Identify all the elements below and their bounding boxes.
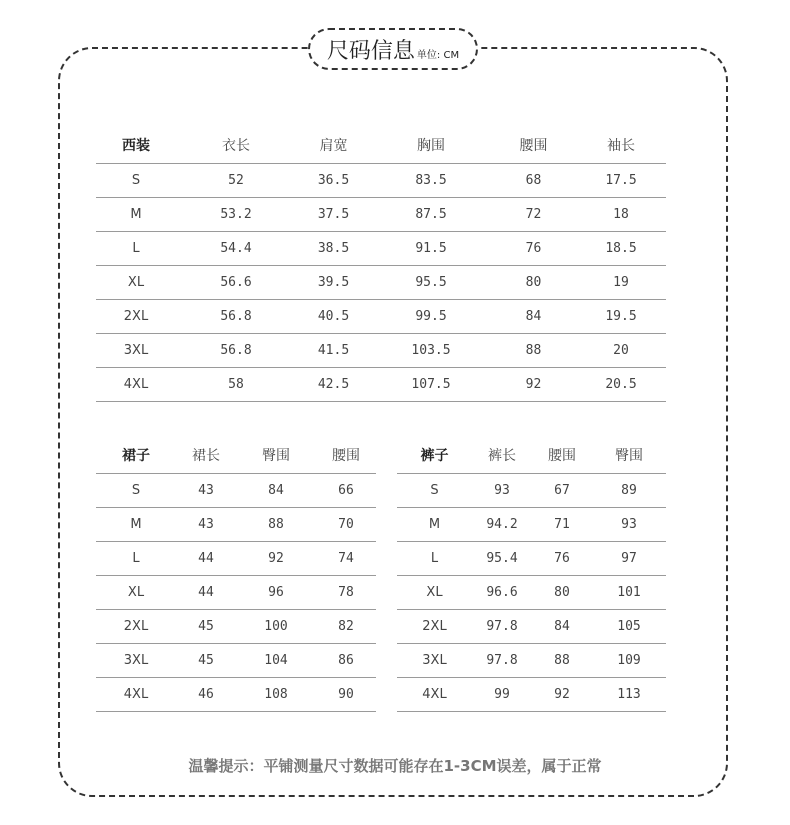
measurement-cell: 109 bbox=[592, 644, 666, 678]
column-header: 裤长 bbox=[472, 440, 532, 474]
table-row bbox=[397, 542, 666, 576]
measurement-cell: 70 bbox=[316, 508, 376, 542]
measurement-cell: 38.5 bbox=[296, 232, 371, 266]
measurement-cell: 108 bbox=[236, 678, 316, 712]
column-header: 肩宽 bbox=[296, 130, 371, 164]
measurement-cell: 39.5 bbox=[296, 266, 371, 300]
table-row bbox=[96, 266, 666, 300]
table-row bbox=[397, 474, 666, 508]
measurement-cell: 83.5 bbox=[371, 164, 491, 198]
table-row bbox=[397, 508, 666, 542]
size-label: 3XL bbox=[96, 644, 176, 678]
size-label: M bbox=[96, 508, 176, 542]
measurement-cell: 20.5 bbox=[576, 368, 666, 402]
size-label: 4XL bbox=[96, 368, 176, 402]
table-row bbox=[96, 164, 666, 198]
measurement-cell: 37.5 bbox=[296, 198, 371, 232]
measurement-cell: 53.2 bbox=[176, 198, 296, 232]
measurement-cell: 66 bbox=[316, 474, 376, 508]
measurement-cell: 45 bbox=[176, 644, 236, 678]
measurement-cell: 19 bbox=[576, 266, 666, 300]
size-label: 2XL bbox=[96, 300, 176, 334]
table-row bbox=[96, 232, 666, 266]
measurement-cell: 43 bbox=[176, 474, 236, 508]
measurement-cell: 56.8 bbox=[176, 300, 296, 334]
table-row bbox=[397, 576, 666, 610]
measurement-cell: 68 bbox=[491, 164, 576, 198]
size-label: 3XL bbox=[96, 334, 176, 368]
measurement-cell: 46 bbox=[176, 678, 236, 712]
title-badge bbox=[308, 28, 478, 70]
size-label: L bbox=[96, 542, 176, 576]
size-label: L bbox=[96, 232, 176, 266]
size-label: 2XL bbox=[96, 610, 176, 644]
measurement-cell: 96 bbox=[236, 576, 316, 610]
measurement-cell: 78 bbox=[316, 576, 376, 610]
column-header: 臀围 bbox=[592, 440, 666, 474]
table-row bbox=[96, 300, 666, 334]
table-title-header: 西装 bbox=[96, 130, 176, 164]
measurement-cell: 99.5 bbox=[371, 300, 491, 334]
size-label: L bbox=[397, 542, 472, 576]
measurement-cell: 93 bbox=[592, 508, 666, 542]
measurement-cell: 74 bbox=[316, 542, 376, 576]
pants-size-table bbox=[397, 440, 666, 712]
table-row bbox=[96, 508, 376, 542]
column-header: 衣长 bbox=[176, 130, 296, 164]
table-row bbox=[96, 198, 666, 232]
measurement-cell: 80 bbox=[532, 576, 592, 610]
table-row bbox=[96, 542, 376, 576]
measurement-cell: 80 bbox=[491, 266, 576, 300]
measurement-cell: 42.5 bbox=[296, 368, 371, 402]
measurement-cell: 67 bbox=[532, 474, 592, 508]
size-label: S bbox=[96, 164, 176, 198]
column-header: 腰围 bbox=[316, 440, 376, 474]
measurement-cell: 99 bbox=[472, 678, 532, 712]
measurement-cell: 18 bbox=[576, 198, 666, 232]
measurement-cell: 71 bbox=[532, 508, 592, 542]
size-label: S bbox=[397, 474, 472, 508]
size-label: S bbox=[96, 474, 176, 508]
measurement-cell: 93 bbox=[472, 474, 532, 508]
measurement-cell: 72 bbox=[491, 198, 576, 232]
size-label: XL bbox=[96, 576, 176, 610]
measurement-cell: 17.5 bbox=[576, 164, 666, 198]
measurement-cell: 19.5 bbox=[576, 300, 666, 334]
table-row bbox=[96, 334, 666, 368]
measurement-cell: 92 bbox=[491, 368, 576, 402]
column-header: 腰围 bbox=[532, 440, 592, 474]
size-label: XL bbox=[397, 576, 472, 610]
column-header: 臀围 bbox=[236, 440, 316, 474]
measurement-cell: 97.8 bbox=[472, 610, 532, 644]
table-row bbox=[96, 474, 376, 508]
measurement-cell: 40.5 bbox=[296, 300, 371, 334]
column-header: 腰围 bbox=[491, 130, 576, 164]
suit-size-table bbox=[96, 130, 666, 402]
measurement-cell: 92 bbox=[532, 678, 592, 712]
table-header-row bbox=[96, 130, 666, 164]
table-row bbox=[397, 644, 666, 678]
measurement-cell: 88 bbox=[236, 508, 316, 542]
table-header-row bbox=[96, 440, 376, 474]
measurement-cell: 100 bbox=[236, 610, 316, 644]
table-row bbox=[397, 678, 666, 712]
table-header-row bbox=[397, 440, 666, 474]
measurement-cell: 82 bbox=[316, 610, 376, 644]
size-label: 2XL bbox=[397, 610, 472, 644]
measurement-cell: 18.5 bbox=[576, 232, 666, 266]
measurement-cell: 84 bbox=[532, 610, 592, 644]
measurement-cell: 90 bbox=[316, 678, 376, 712]
measurement-cell: 92 bbox=[236, 542, 316, 576]
measurement-cell: 97.8 bbox=[472, 644, 532, 678]
size-label: M bbox=[397, 508, 472, 542]
measurement-cell: 84 bbox=[491, 300, 576, 334]
measurement-cell: 41.5 bbox=[296, 334, 371, 368]
table-title-header: 裙子 bbox=[96, 440, 176, 474]
measurement-cell: 56.6 bbox=[176, 266, 296, 300]
measurement-cell: 97 bbox=[592, 542, 666, 576]
measurement-note: 温馨提示：平铺测量尺寸数据可能存在1-3CM误差，属于正常 bbox=[188, 757, 602, 775]
measurement-cell: 95.4 bbox=[472, 542, 532, 576]
measurement-cell: 58 bbox=[176, 368, 296, 402]
table-row bbox=[96, 644, 376, 678]
skirt-size-table bbox=[96, 440, 376, 712]
measurement-cell: 104 bbox=[236, 644, 316, 678]
size-label: XL bbox=[96, 266, 176, 300]
table-row bbox=[397, 610, 666, 644]
measurement-cell: 45 bbox=[176, 610, 236, 644]
measurement-cell: 76 bbox=[532, 542, 592, 576]
measurement-cell: 103.5 bbox=[371, 334, 491, 368]
measurement-cell: 91.5 bbox=[371, 232, 491, 266]
measurement-cell: 95.5 bbox=[371, 266, 491, 300]
column-header: 裙长 bbox=[176, 440, 236, 474]
measurement-cell: 88 bbox=[491, 334, 576, 368]
column-header: 袖长 bbox=[576, 130, 666, 164]
unit-label: 单位: CM bbox=[416, 49, 460, 61]
measurement-cell: 76 bbox=[491, 232, 576, 266]
column-header: 胸围 bbox=[371, 130, 491, 164]
measurement-cell: 105 bbox=[592, 610, 666, 644]
size-label: 3XL bbox=[397, 644, 472, 678]
measurement-cell: 86 bbox=[316, 644, 376, 678]
measurement-cell: 87.5 bbox=[371, 198, 491, 232]
measurement-cell: 44 bbox=[176, 542, 236, 576]
measurement-cell: 113 bbox=[592, 678, 666, 712]
measurement-cell: 107.5 bbox=[371, 368, 491, 402]
measurement-cell: 52 bbox=[176, 164, 296, 198]
table-row bbox=[96, 610, 376, 644]
measurement-cell: 94.2 bbox=[472, 508, 532, 542]
measurement-cell: 96.6 bbox=[472, 576, 532, 610]
measurement-cell: 54.4 bbox=[176, 232, 296, 266]
measurement-cell: 36.5 bbox=[296, 164, 371, 198]
measurement-cell: 56.8 bbox=[176, 334, 296, 368]
measurement-cell: 44 bbox=[176, 576, 236, 610]
table-row bbox=[96, 368, 666, 402]
measurement-cell: 89 bbox=[592, 474, 666, 508]
measurement-cell: 43 bbox=[176, 508, 236, 542]
table-title-header: 裤子 bbox=[397, 440, 472, 474]
measurement-cell: 101 bbox=[592, 576, 666, 610]
measurement-cell: 20 bbox=[576, 334, 666, 368]
table-row bbox=[96, 678, 376, 712]
page-title: 尺码信息 bbox=[326, 38, 415, 64]
size-label: 4XL bbox=[96, 678, 176, 712]
measurement-cell: 84 bbox=[236, 474, 316, 508]
size-label: M bbox=[96, 198, 176, 232]
size-label: 4XL bbox=[397, 678, 472, 712]
measurement-cell: 88 bbox=[532, 644, 592, 678]
table-row bbox=[96, 576, 376, 610]
